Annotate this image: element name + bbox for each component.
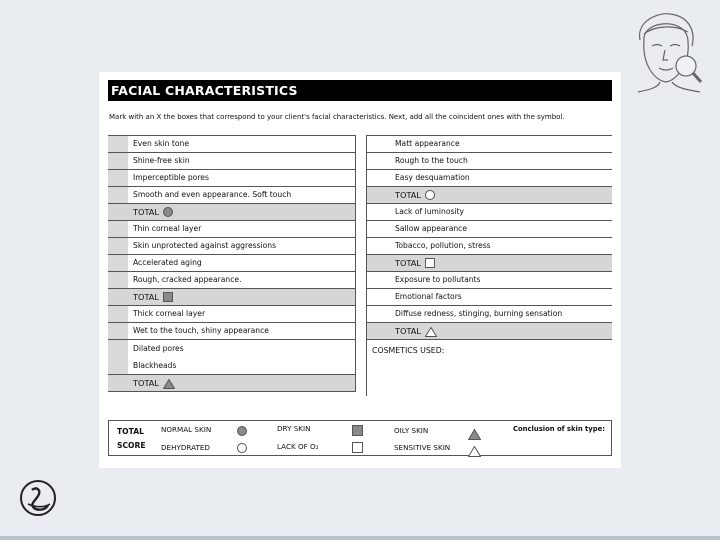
total-row-dry (108, 289, 356, 306)
total-score-box (108, 420, 612, 456)
characteristic-row (108, 340, 356, 358)
checkbox-cell[interactable] (108, 238, 128, 254)
dry-skin-label: DRY SKIN (277, 424, 311, 433)
total-label: TOTAL (395, 190, 421, 200)
characteristic-label: Exposure to pollutants (395, 275, 481, 284)
swan-logo (18, 478, 58, 518)
characteristic-label: Rough, cracked appearance. (133, 275, 242, 284)
characteristic-row (108, 170, 356, 187)
characteristic-label: Smooth and even appearance. Soft touch (133, 190, 292, 199)
open-circle-icon (237, 443, 247, 453)
total-label: TOTAL (133, 292, 159, 302)
checkbox-cell[interactable] (108, 358, 128, 374)
oily-skin-label: OILY SKIN (394, 426, 429, 435)
characteristic-label: Thin corneal layer (133, 224, 202, 233)
checkbox-cell[interactable] (108, 255, 128, 271)
checkbox-cell[interactable] (108, 323, 128, 339)
characteristic-label: Sallow appearance (395, 224, 468, 233)
total-row-normal (108, 204, 356, 221)
dehydrated-label: DEHYDRATED (161, 443, 210, 452)
face-magnifier-icon (630, 10, 702, 94)
score-label: SCORE (117, 441, 146, 450)
characteristic-label: Tobacco, pollution, stress (395, 241, 491, 250)
characteristic-row (366, 153, 612, 170)
facial-characteristics-sheet (99, 72, 621, 468)
characteristic-label: Skin unprotected against aggressions (133, 241, 277, 250)
cosmetics-used-label: COSMETICS USED: (372, 346, 445, 355)
lack-of-oxygen-label: LACK OF O₂ (277, 442, 319, 451)
characteristic-label: Even skin tone (133, 139, 189, 148)
characteristic-row (108, 255, 356, 272)
right-characteristics-column (366, 135, 612, 340)
characteristic-row (366, 221, 612, 238)
checkbox-cell[interactable] (108, 221, 128, 237)
characteristic-label: Emotional factors (395, 292, 462, 301)
characteristic-row (108, 221, 356, 238)
characteristic-label: Dilated pores (133, 344, 184, 353)
checkbox-cell[interactable] (108, 136, 128, 152)
characteristic-row (108, 238, 356, 255)
filled-circle-icon (237, 426, 247, 436)
total-row-sensitive (366, 323, 612, 340)
characteristic-row (108, 153, 356, 170)
sensitive-skin-label: SENSITIVE SKIN (394, 443, 451, 452)
characteristic-label: Rough to the touch (395, 156, 468, 165)
characteristic-row (366, 289, 612, 306)
characteristic-label: Lack of luminosity (395, 207, 465, 216)
characteristic-label: Shine-free skin (133, 156, 190, 165)
characteristic-row (108, 272, 356, 289)
characteristic-label: Easy desquamation (395, 173, 470, 182)
total-label: TOTAL (117, 427, 144, 436)
filled-circle-icon (163, 207, 173, 217)
filled-square-icon (352, 425, 363, 436)
total-row-dehydrated (366, 187, 612, 204)
total-label: TOTAL (395, 258, 421, 268)
characteristic-row (366, 306, 612, 323)
total-label: TOTAL (395, 326, 421, 336)
filled-triangle-icon (163, 378, 175, 388)
characteristic-row (108, 306, 356, 323)
open-circle-icon (425, 190, 435, 200)
instructions-text: Mark with an X the boxes that correspond to your client's facial characteristics. Next, add all the coincident ones with the symbol. (109, 113, 565, 121)
characteristic-row (366, 170, 612, 187)
characteristic-label: Diffuse redness, stinging, burning sensation (395, 309, 563, 318)
cosmetics-used-area[interactable] (366, 344, 612, 396)
characteristic-row (108, 136, 356, 153)
total-row-oily (108, 375, 356, 392)
checkbox-cell[interactable] (108, 187, 128, 203)
characteristic-row (366, 136, 612, 153)
characteristic-row (108, 323, 356, 340)
total-label: TOTAL (133, 378, 159, 388)
characteristic-row (108, 187, 356, 204)
characteristic-label: Imperceptible pores (133, 173, 209, 182)
open-triangle-icon (468, 442, 481, 461)
characteristic-label: Matt appearance (395, 139, 460, 148)
sheet-title: FACIAL CHARACTERISTICS (108, 80, 612, 101)
checkbox-cell[interactable] (108, 153, 128, 169)
characteristic-row (366, 272, 612, 289)
characteristic-row (108, 358, 356, 375)
characteristic-label: Thick corneal layer (133, 309, 206, 318)
left-characteristics-column (108, 135, 356, 392)
checkbox-cell[interactable] (108, 306, 128, 322)
normal-skin-label: NORMAL SKIN (161, 425, 212, 434)
characteristic-label: Wet to the touch, shiny appearance (133, 326, 269, 335)
total-row-lack-oxygen (366, 255, 612, 272)
total-label: TOTAL (133, 207, 159, 217)
slide-bottom-bar (0, 536, 720, 540)
open-triangle-icon (425, 326, 437, 336)
open-square-icon (425, 258, 435, 268)
conclusion-label: Conclusion of skin type: (513, 425, 605, 433)
characteristic-row (366, 238, 612, 255)
characteristic-label: Accelerated aging (133, 258, 202, 267)
characteristic-row (366, 204, 612, 221)
open-square-icon (352, 442, 363, 453)
checkbox-cell[interactable] (108, 170, 128, 186)
checkbox-cell[interactable] (108, 272, 128, 288)
filled-square-icon (163, 292, 173, 302)
characteristic-label: Blackheads (133, 361, 177, 370)
checkbox-cell[interactable] (108, 340, 128, 358)
